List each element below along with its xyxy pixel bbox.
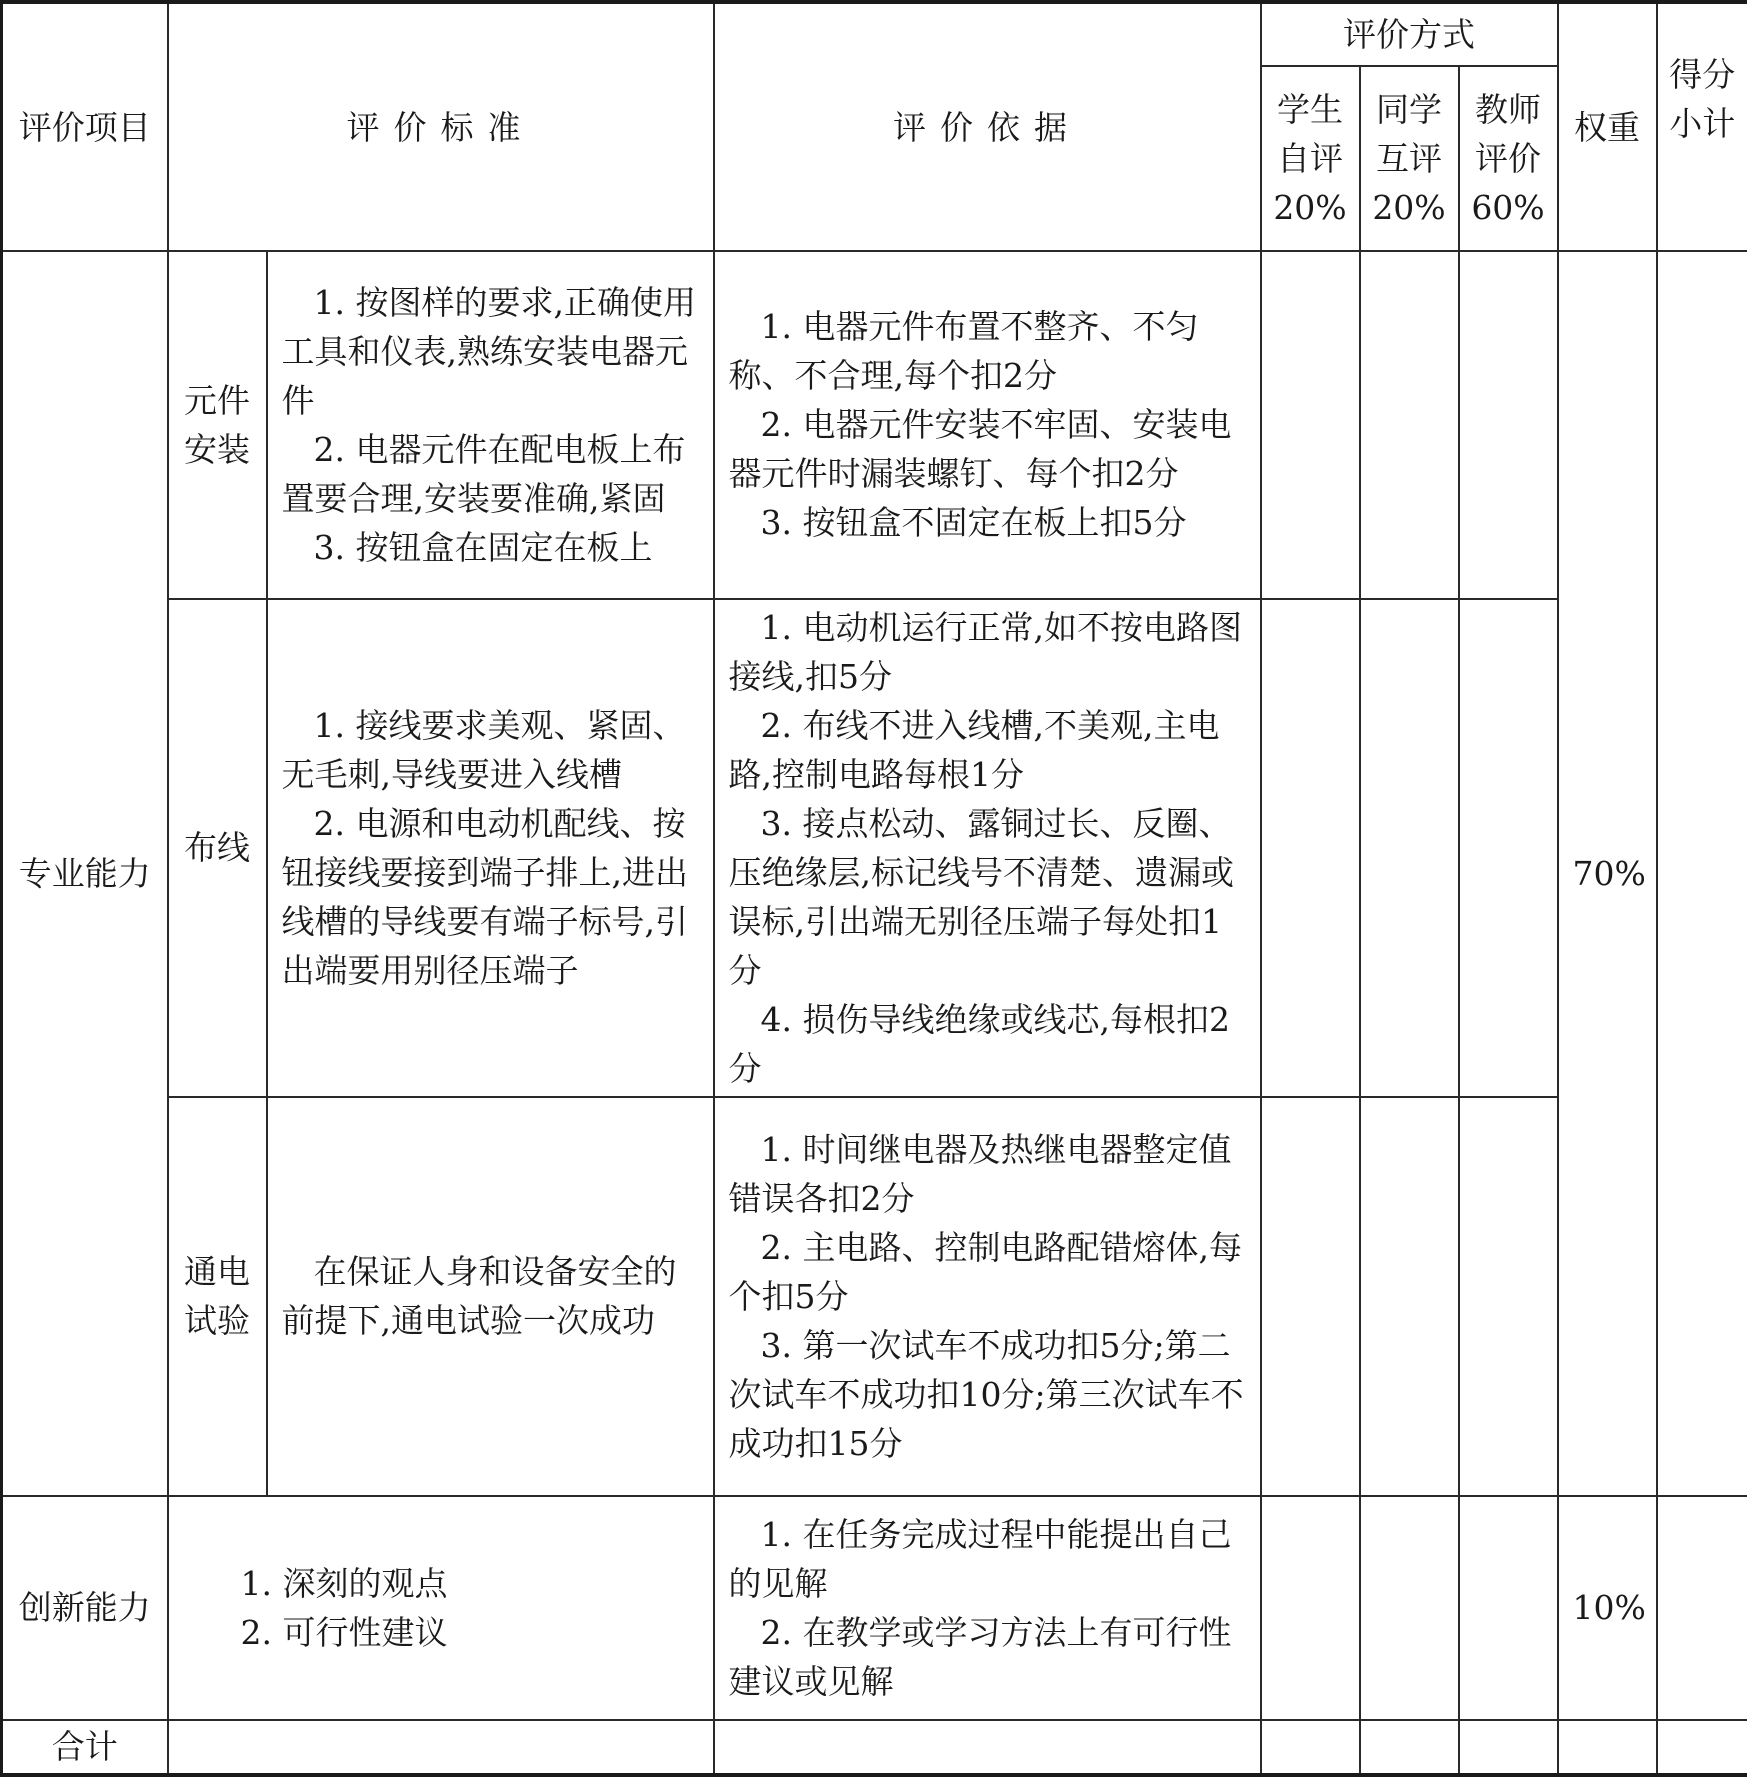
standard-item: 1. 按图样的要求,正确使用工具和仪表,熟练安装电器元件 [281,282,696,420]
table-row [2,599,1747,1097]
standard-item: 2. 电源和电动机配线、按钮接线要接到端子排上,进出线槽的导线要有端子标号,引出端要用别径压端子 [281,803,688,990]
total-label: 合计 [2,1720,168,1775]
sub-item-wiring: 布线 [168,599,267,1097]
sub-item-component-install [168,251,267,599]
standard-cell [267,251,714,599]
self-eval-score-input[interactable] [1261,599,1360,1097]
header-teacher-eval [1459,66,1558,251]
teacher-eval-pct: 60% [1471,188,1545,228]
basis-item: 1. 电器元件布置不整齐、不匀称、不合理,每个扣2分 [728,307,1199,396]
peer-eval-score-input[interactable] [1360,251,1459,599]
basis-item: 2. 在教学或学习方法上有可行性建议或见解 [728,1612,1232,1701]
self-eval-score-input[interactable] [1261,1496,1360,1720]
standard-item: 1. 接线要求美观、紧固、无毛刺,导线要进入线槽 [281,705,686,794]
basis-cell [714,1097,1261,1496]
total-row [2,1720,1747,1775]
basis-item: 1. 在任务完成过程中能提出自己的见解 [728,1514,1232,1603]
standard-cell [267,599,714,1097]
total-subtotal-input[interactable] [1657,1720,1747,1775]
self-eval-score-input[interactable] [1261,251,1360,599]
basis-item: 4. 损伤导线绝缘或线芯,每根扣2分 [728,999,1230,1088]
peer-eval-line2: 互评 [1376,139,1442,179]
teacher-eval-line1: 教师 [1475,90,1541,130]
total-self-eval-input[interactable] [1261,1720,1360,1775]
table-row [2,1097,1747,1496]
standard-cell [168,1496,714,1720]
self-eval-pct: 20% [1273,188,1347,228]
header-basis-text: 评价依据 [893,107,1081,147]
peer-eval-score-input[interactable] [1360,1496,1459,1720]
standard-item: 1. 深刻的观点 [240,1563,448,1603]
category-innovation: 创新能力 [2,1496,168,1720]
header-subtotal [1657,2,1747,251]
basis-item: 2. 电器元件安装不牢固、安装电器元件时漏装螺钉、每个扣2分 [728,405,1232,494]
subtotal-professional-input[interactable] [1657,251,1747,1496]
basis-item: 3. 按钮盒不固定在板上扣5分 [760,503,1187,543]
subtotal-innovation-input[interactable] [1657,1496,1747,1720]
header-row-1 [2,2,1747,66]
header-weight: 权重 [1558,2,1657,251]
standard-cell [267,1097,714,1496]
peer-eval-score-input[interactable] [1360,599,1459,1097]
self-eval-line1: 学生 [1277,90,1343,130]
header-self-eval [1261,66,1360,251]
sub-item-line1: 元件 [184,380,250,420]
basis-cell [714,1496,1261,1720]
header-subtotal-line2: 小计 [1669,104,1736,144]
header-standard-text: 评价标准 [346,107,535,147]
peer-eval-line1: 同学 [1376,90,1442,130]
header-subtotal-line1: 得分 [1669,55,1736,95]
total-weight-cell [1558,1720,1657,1775]
basis-item: 1. 时间继电器及热继电器整定值错误各扣2分 [728,1129,1232,1218]
standard-item: 在保证人身和设备安全的前提下,通电试验一次成功 [281,1252,677,1341]
basis-item: 3. 第一次试车不成功扣5分;第二次试车不成功扣10分;第三次试车不成功扣15分 [728,1325,1244,1463]
weight-innovation: 10% [1558,1496,1657,1720]
teacher-eval-score-input[interactable] [1459,1097,1558,1496]
sub-item-line2: 试验 [184,1301,250,1341]
standard-item: 3. 按钮盒在固定在板上 [313,527,653,567]
teacher-eval-line2: 评价 [1475,139,1541,179]
basis-cell [714,599,1261,1097]
self-eval-line2: 自评 [1277,139,1343,179]
basis-cell [714,251,1261,599]
teacher-eval-score-input[interactable] [1459,1496,1558,1720]
sub-item-line2: 安装 [184,429,250,469]
standard-item: 2. 电器元件在配电板上布置要合理,安装要准确,紧固 [281,429,686,518]
teacher-eval-score-input[interactable] [1459,599,1558,1097]
basis-item: 3. 接点松动、露铜过长、反圈、压绝缘层,标记线号不清楚、遗漏或误标,引出端无别径压端子每处扣1分 [728,803,1234,990]
peer-eval-pct: 20% [1372,188,1446,228]
header-basis [714,2,1261,251]
basis-item: 2. 布线不进入线槽,不美观,主电路,控制电路每根1分 [728,705,1220,794]
table-row [2,251,1747,599]
total-basis-cell [714,1720,1261,1775]
header-method: 评价方式 [1261,2,1558,66]
standard-item: 2. 可行性建议 [240,1612,448,1652]
sub-item-power-test [168,1097,267,1496]
header-standard [168,2,714,251]
total-teacher-eval-input[interactable] [1459,1720,1558,1775]
total-peer-eval-input[interactable] [1360,1720,1459,1775]
total-standard-cell [168,1720,714,1775]
basis-item: 1. 电动机运行正常,如不按电路图接线,扣5分 [728,607,1242,696]
weight-professional: 70% [1558,251,1657,1496]
table-row [2,1496,1747,1720]
basis-item: 2. 主电路、控制电路配错熔体,每个扣5分 [728,1227,1242,1316]
header-project: 评价项目 [2,2,168,251]
teacher-eval-score-input[interactable] [1459,251,1558,599]
sub-item-line1: 通电 [184,1252,250,1292]
peer-eval-score-input[interactable] [1360,1097,1459,1496]
category-professional: 专业能力 [2,251,168,1496]
header-peer-eval [1360,66,1459,251]
self-eval-score-input[interactable] [1261,1097,1360,1496]
